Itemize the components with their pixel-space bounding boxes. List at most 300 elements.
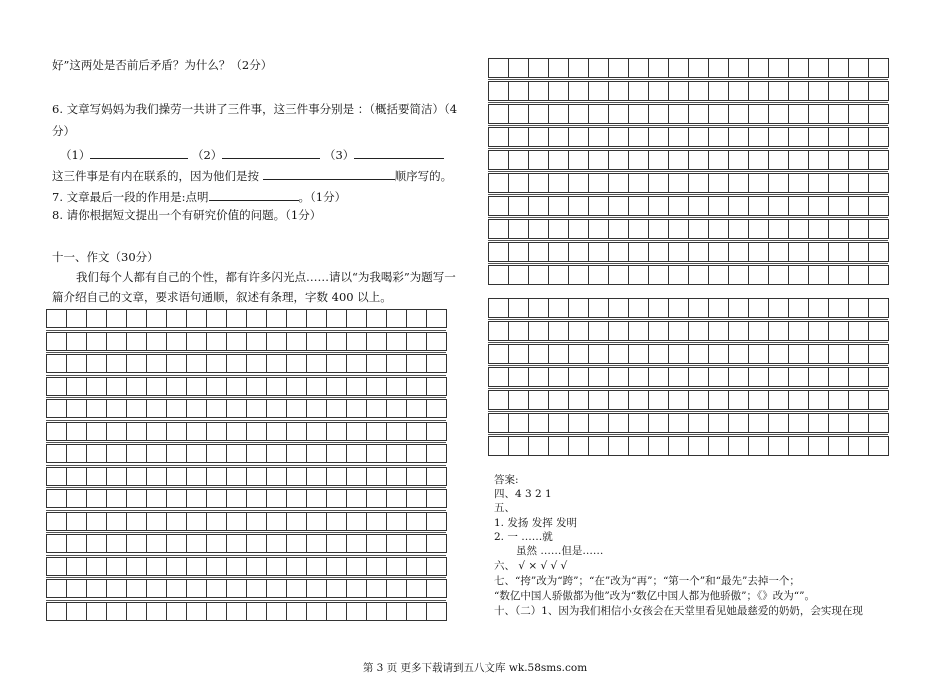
- grid-cell[interactable]: [87, 535, 107, 552]
- grid-cell[interactable]: [589, 299, 609, 317]
- grid-cell[interactable]: [407, 310, 427, 327]
- question-7-blank[interactable]: [209, 189, 299, 201]
- grid-cell[interactable]: [307, 580, 327, 597]
- grid-cell[interactable]: [649, 414, 669, 432]
- grid-cell[interactable]: [769, 414, 789, 432]
- grid-cell[interactable]: [689, 105, 709, 123]
- grid-cell[interactable]: [509, 82, 529, 100]
- grid-cell[interactable]: [287, 423, 307, 440]
- grid-cell[interactable]: [207, 490, 227, 507]
- grid-cell[interactable]: [227, 355, 247, 372]
- grid-cell[interactable]: [569, 105, 589, 123]
- grid-cell[interactable]: [247, 580, 267, 597]
- grid-cell[interactable]: [869, 128, 889, 146]
- grid-cell[interactable]: [489, 345, 509, 363]
- grid-cell[interactable]: [669, 128, 689, 146]
- grid-cell[interactable]: [427, 603, 447, 620]
- grid-cell[interactable]: [529, 174, 549, 192]
- grid-cell[interactable]: [307, 558, 327, 575]
- grid-cell[interactable]: [869, 105, 889, 123]
- grid-cell[interactable]: [769, 345, 789, 363]
- grid-cell[interactable]: [407, 445, 427, 462]
- grid-cell[interactable]: [589, 345, 609, 363]
- grid-cell[interactable]: [347, 333, 367, 350]
- grid-cell[interactable]: [749, 391, 769, 409]
- grid-cell[interactable]: [267, 333, 287, 350]
- grid-cell[interactable]: [147, 445, 167, 462]
- grid-cell[interactable]: [829, 128, 849, 146]
- grid-cell[interactable]: [669, 82, 689, 100]
- grid-cell[interactable]: [669, 266, 689, 284]
- grid-cell[interactable]: [669, 243, 689, 261]
- grid-cell[interactable]: [709, 82, 729, 100]
- grid-cell[interactable]: [789, 322, 809, 340]
- grid-cell[interactable]: [529, 414, 549, 432]
- grid-cell[interactable]: [589, 391, 609, 409]
- grid-cell[interactable]: [769, 105, 789, 123]
- grid-cell[interactable]: [107, 468, 127, 485]
- grid-cell[interactable]: [689, 197, 709, 215]
- grid-cell[interactable]: [809, 322, 829, 340]
- grid-cell[interactable]: [649, 299, 669, 317]
- grid-cell[interactable]: [67, 310, 87, 327]
- grid-cell[interactable]: [529, 299, 549, 317]
- grid-cell[interactable]: [187, 513, 207, 530]
- grid-cell[interactable]: [569, 82, 589, 100]
- grid-cell[interactable]: [649, 266, 669, 284]
- grid-cell[interactable]: [347, 535, 367, 552]
- grid-cell[interactable]: [829, 368, 849, 386]
- grid-cell[interactable]: [829, 414, 849, 432]
- grid-cell[interactable]: [327, 423, 347, 440]
- grid-cell[interactable]: [849, 345, 869, 363]
- grid-cell[interactable]: [67, 558, 87, 575]
- grid-cell[interactable]: [869, 220, 889, 238]
- grid-cell[interactable]: [407, 535, 427, 552]
- grid-cell[interactable]: [529, 197, 549, 215]
- grid-cell[interactable]: [669, 197, 689, 215]
- grid-cell[interactable]: [629, 82, 649, 100]
- grid-cell[interactable]: [167, 558, 187, 575]
- grid-cell[interactable]: [789, 299, 809, 317]
- grid-cell[interactable]: [489, 151, 509, 169]
- grid-cell[interactable]: [849, 128, 869, 146]
- grid-cell[interactable]: [187, 580, 207, 597]
- grid-cell[interactable]: [287, 558, 307, 575]
- grid-cell[interactable]: [649, 174, 669, 192]
- grid-cell[interactable]: [347, 558, 367, 575]
- grid-cell[interactable]: [387, 513, 407, 530]
- grid-cell[interactable]: [629, 345, 649, 363]
- grid-cell[interactable]: [87, 423, 107, 440]
- grid-cell[interactable]: [327, 468, 347, 485]
- grid-cell[interactable]: [147, 603, 167, 620]
- grid-cell[interactable]: [509, 243, 529, 261]
- grid-cell[interactable]: [689, 437, 709, 455]
- grid-cell[interactable]: [87, 400, 107, 417]
- grid-cell[interactable]: [729, 243, 749, 261]
- grid-cell[interactable]: [147, 513, 167, 530]
- grid-cell[interactable]: [387, 400, 407, 417]
- grid-cell[interactable]: [829, 437, 849, 455]
- grid-cell[interactable]: [127, 333, 147, 350]
- grid-cell[interactable]: [427, 378, 447, 395]
- grid-cell[interactable]: [649, 105, 669, 123]
- grid-cell[interactable]: [367, 535, 387, 552]
- grid-cell[interactable]: [529, 437, 549, 455]
- grid-cell[interactable]: [709, 391, 729, 409]
- grid-cell[interactable]: [829, 220, 849, 238]
- grid-cell[interactable]: [649, 345, 669, 363]
- grid-cell[interactable]: [769, 82, 789, 100]
- grid-cell[interactable]: [127, 513, 147, 530]
- grid-cell[interactable]: [489, 220, 509, 238]
- grid-cell[interactable]: [789, 266, 809, 284]
- grid-cell[interactable]: [407, 580, 427, 597]
- grid-cell[interactable]: [589, 174, 609, 192]
- grid-cell[interactable]: [869, 299, 889, 317]
- grid-cell[interactable]: [789, 391, 809, 409]
- grid-cell[interactable]: [247, 468, 267, 485]
- grid-cell[interactable]: [569, 266, 589, 284]
- grid-cell[interactable]: [549, 345, 569, 363]
- grid-row[interactable]: [488, 436, 889, 456]
- grid-cell[interactable]: [267, 490, 287, 507]
- grid-cell[interactable]: [187, 535, 207, 552]
- grid-cell[interactable]: [207, 423, 227, 440]
- grid-cell[interactable]: [809, 82, 829, 100]
- grid-cell[interactable]: [649, 243, 669, 261]
- grid-cell[interactable]: [207, 580, 227, 597]
- grid-cell[interactable]: [127, 378, 147, 395]
- grid-cell[interactable]: [829, 345, 849, 363]
- grid-cell[interactable]: [127, 490, 147, 507]
- grid-cell[interactable]: [47, 445, 67, 462]
- grid-cell[interactable]: [387, 378, 407, 395]
- grid-cell[interactable]: [729, 322, 749, 340]
- grid-cell[interactable]: [287, 513, 307, 530]
- grid-cell[interactable]: [689, 243, 709, 261]
- grid-cell[interactable]: [87, 445, 107, 462]
- grid-cell[interactable]: [287, 535, 307, 552]
- grid-cell[interactable]: [267, 423, 287, 440]
- grid-cell[interactable]: [207, 378, 227, 395]
- grid-cell[interactable]: [769, 151, 789, 169]
- grid-cell[interactable]: [387, 468, 407, 485]
- grid-cell[interactable]: [489, 59, 509, 77]
- grid-cell[interactable]: [729, 220, 749, 238]
- grid-cell[interactable]: [769, 59, 789, 77]
- grid-cell[interactable]: [247, 445, 267, 462]
- grid-cell[interactable]: [167, 603, 187, 620]
- grid-cell[interactable]: [809, 368, 829, 386]
- grid-cell[interactable]: [227, 378, 247, 395]
- grid-cell[interactable]: [769, 243, 789, 261]
- grid-cell[interactable]: [347, 310, 367, 327]
- grid-cell[interactable]: [509, 128, 529, 146]
- grid-cell[interactable]: [267, 535, 287, 552]
- grid-cell[interactable]: [549, 174, 569, 192]
- grid-cell[interactable]: [407, 400, 427, 417]
- grid-cell[interactable]: [427, 580, 447, 597]
- grid-cell[interactable]: [287, 400, 307, 417]
- grid-cell[interactable]: [609, 59, 629, 77]
- grid-cell[interactable]: [207, 445, 227, 462]
- grid-cell[interactable]: [509, 151, 529, 169]
- grid-cell[interactable]: [227, 535, 247, 552]
- grid-cell[interactable]: [407, 355, 427, 372]
- grid-cell[interactable]: [509, 197, 529, 215]
- grid-cell[interactable]: [809, 220, 829, 238]
- grid-cell[interactable]: [829, 197, 849, 215]
- grid-cell[interactable]: [669, 368, 689, 386]
- grid-cell[interactable]: [849, 414, 869, 432]
- grid-cell[interactable]: [67, 513, 87, 530]
- grid-cell[interactable]: [569, 197, 589, 215]
- grid-cell[interactable]: [609, 128, 629, 146]
- grid-cell[interactable]: [709, 266, 729, 284]
- grid-cell[interactable]: [207, 400, 227, 417]
- grid-cell[interactable]: [849, 105, 869, 123]
- grid-cell[interactable]: [629, 437, 649, 455]
- grid-row[interactable]: [488, 367, 889, 387]
- grid-row[interactable]: [46, 332, 447, 351]
- grid-cell[interactable]: [829, 174, 849, 192]
- grid-cell[interactable]: [267, 378, 287, 395]
- grid-cell[interactable]: [327, 355, 347, 372]
- grid-cell[interactable]: [789, 128, 809, 146]
- grid-cell[interactable]: [387, 558, 407, 575]
- grid-cell[interactable]: [529, 220, 549, 238]
- grid-cell[interactable]: [387, 355, 407, 372]
- grid-cell[interactable]: [247, 310, 267, 327]
- grid-cell[interactable]: [589, 414, 609, 432]
- grid-cell[interactable]: [427, 490, 447, 507]
- grid-cell[interactable]: [287, 580, 307, 597]
- grid-cell[interactable]: [689, 59, 709, 77]
- grid-cell[interactable]: [367, 310, 387, 327]
- grid-cell[interactable]: [307, 490, 327, 507]
- grid-cell[interactable]: [869, 345, 889, 363]
- grid-cell[interactable]: [87, 513, 107, 530]
- grid-row[interactable]: [488, 321, 889, 341]
- grid-cell[interactable]: [709, 345, 729, 363]
- grid-cell[interactable]: [167, 580, 187, 597]
- grid-cell[interactable]: [729, 151, 749, 169]
- grid-cell[interactable]: [407, 423, 427, 440]
- grid-cell[interactable]: [749, 174, 769, 192]
- grid-cell[interactable]: [267, 310, 287, 327]
- writing-grid-right-top[interactable]: [488, 58, 888, 286]
- grid-cell[interactable]: [87, 558, 107, 575]
- grid-cell[interactable]: [829, 151, 849, 169]
- grid-row[interactable]: [46, 399, 447, 418]
- grid-cell[interactable]: [669, 220, 689, 238]
- grid-cell[interactable]: [609, 243, 629, 261]
- grid-cell[interactable]: [489, 197, 509, 215]
- grid-cell[interactable]: [307, 445, 327, 462]
- grid-cell[interactable]: [589, 243, 609, 261]
- grid-cell[interactable]: [67, 423, 87, 440]
- grid-cell[interactable]: [629, 322, 649, 340]
- grid-cell[interactable]: [709, 105, 729, 123]
- grid-cell[interactable]: [689, 82, 709, 100]
- grid-cell[interactable]: [609, 345, 629, 363]
- grid-cell[interactable]: [207, 333, 227, 350]
- grid-cell[interactable]: [769, 391, 789, 409]
- grid-cell[interactable]: [809, 59, 829, 77]
- grid-cell[interactable]: [127, 558, 147, 575]
- grid-cell[interactable]: [569, 151, 589, 169]
- grid-row[interactable]: [46, 602, 447, 621]
- grid-cell[interactable]: [509, 59, 529, 77]
- grid-cell[interactable]: [107, 490, 127, 507]
- grid-cell[interactable]: [529, 151, 549, 169]
- grid-cell[interactable]: [327, 603, 347, 620]
- grid-cell[interactable]: [569, 368, 589, 386]
- grid-cell[interactable]: [749, 197, 769, 215]
- grid-cell[interactable]: [789, 220, 809, 238]
- grid-cell[interactable]: [187, 490, 207, 507]
- grid-cell[interactable]: [629, 414, 649, 432]
- grid-cell[interactable]: [849, 299, 869, 317]
- grid-cell[interactable]: [709, 197, 729, 215]
- grid-cell[interactable]: [287, 310, 307, 327]
- grid-cell[interactable]: [187, 423, 207, 440]
- grid-cell[interactable]: [87, 378, 107, 395]
- grid-cell[interactable]: [509, 345, 529, 363]
- grid-cell[interactable]: [789, 174, 809, 192]
- grid-cell[interactable]: [307, 535, 327, 552]
- grid-cell[interactable]: [509, 266, 529, 284]
- grid-cell[interactable]: [327, 535, 347, 552]
- grid-cell[interactable]: [549, 414, 569, 432]
- grid-cell[interactable]: [609, 82, 629, 100]
- grid-cell[interactable]: [749, 437, 769, 455]
- grid-cell[interactable]: [789, 82, 809, 100]
- grid-cell[interactable]: [307, 423, 327, 440]
- grid-row[interactable]: [488, 150, 889, 170]
- grid-cell[interactable]: [227, 445, 247, 462]
- grid-cell[interactable]: [327, 558, 347, 575]
- grid-cell[interactable]: [107, 400, 127, 417]
- grid-cell[interactable]: [729, 82, 749, 100]
- grid-cell[interactable]: [47, 535, 67, 552]
- grid-cell[interactable]: [629, 151, 649, 169]
- grid-cell[interactable]: [789, 414, 809, 432]
- grid-cell[interactable]: [167, 423, 187, 440]
- grid-cell[interactable]: [649, 128, 669, 146]
- grid-cell[interactable]: [569, 220, 589, 238]
- grid-cell[interactable]: [749, 266, 769, 284]
- grid-cell[interactable]: [509, 368, 529, 386]
- grid-cell[interactable]: [367, 423, 387, 440]
- grid-cell[interactable]: [427, 355, 447, 372]
- grid-cell[interactable]: [347, 468, 367, 485]
- grid-cell[interactable]: [87, 490, 107, 507]
- grid-cell[interactable]: [749, 322, 769, 340]
- grid-cell[interactable]: [549, 368, 569, 386]
- grid-cell[interactable]: [167, 513, 187, 530]
- grid-cell[interactable]: [649, 82, 669, 100]
- grid-cell[interactable]: [367, 603, 387, 620]
- grid-cell[interactable]: [589, 105, 609, 123]
- grid-cell[interactable]: [789, 243, 809, 261]
- grid-cell[interactable]: [127, 400, 147, 417]
- grid-cell[interactable]: [489, 82, 509, 100]
- grid-cell[interactable]: [609, 220, 629, 238]
- grid-cell[interactable]: [589, 437, 609, 455]
- grid-cell[interactable]: [769, 220, 789, 238]
- grid-cell[interactable]: [609, 197, 629, 215]
- grid-cell[interactable]: [629, 174, 649, 192]
- grid-cell[interactable]: [47, 580, 67, 597]
- grid-cell[interactable]: [347, 378, 367, 395]
- grid-cell[interactable]: [107, 445, 127, 462]
- grid-cell[interactable]: [47, 310, 67, 327]
- grid-cell[interactable]: [307, 310, 327, 327]
- grid-cell[interactable]: [589, 151, 609, 169]
- grid-cell[interactable]: [367, 400, 387, 417]
- grid-cell[interactable]: [407, 378, 427, 395]
- grid-cell[interactable]: [689, 128, 709, 146]
- grid-cell[interactable]: [849, 220, 869, 238]
- grid-cell[interactable]: [689, 266, 709, 284]
- grid-cell[interactable]: [629, 59, 649, 77]
- grid-cell[interactable]: [669, 345, 689, 363]
- grid-cell[interactable]: [67, 445, 87, 462]
- grid-cell[interactable]: [127, 310, 147, 327]
- grid-cell[interactable]: [367, 513, 387, 530]
- grid-cell[interactable]: [387, 445, 407, 462]
- grid-cell[interactable]: [729, 174, 749, 192]
- grid-cell[interactable]: [749, 345, 769, 363]
- grid-cell[interactable]: [749, 220, 769, 238]
- grid-cell[interactable]: [227, 468, 247, 485]
- answer-blank-3[interactable]: [354, 147, 444, 159]
- grid-cell[interactable]: [267, 355, 287, 372]
- grid-cell[interactable]: [147, 355, 167, 372]
- grid-cell[interactable]: [749, 414, 769, 432]
- grid-cell[interactable]: [669, 174, 689, 192]
- grid-cell[interactable]: [789, 59, 809, 77]
- grid-cell[interactable]: [167, 535, 187, 552]
- grid-cell[interactable]: [869, 151, 889, 169]
- grid-cell[interactable]: [287, 378, 307, 395]
- grid-cell[interactable]: [187, 400, 207, 417]
- grid-row[interactable]: [46, 467, 447, 486]
- grid-cell[interactable]: [589, 59, 609, 77]
- grid-cell[interactable]: [147, 423, 167, 440]
- grid-cell[interactable]: [307, 513, 327, 530]
- grid-cell[interactable]: [609, 414, 629, 432]
- grid-row[interactable]: [488, 104, 889, 124]
- grid-cell[interactable]: [327, 333, 347, 350]
- grid-cell[interactable]: [769, 437, 789, 455]
- grid-cell[interactable]: [267, 468, 287, 485]
- grid-cell[interactable]: [709, 437, 729, 455]
- grid-cell[interactable]: [769, 128, 789, 146]
- grid-cell[interactable]: [729, 59, 749, 77]
- grid-cell[interactable]: [529, 391, 549, 409]
- grid-cell[interactable]: [729, 105, 749, 123]
- grid-cell[interactable]: [427, 535, 447, 552]
- grid-cell[interactable]: [167, 378, 187, 395]
- grid-cell[interactable]: [307, 603, 327, 620]
- grid-cell[interactable]: [107, 355, 127, 372]
- grid-cell[interactable]: [749, 151, 769, 169]
- grid-cell[interactable]: [247, 490, 267, 507]
